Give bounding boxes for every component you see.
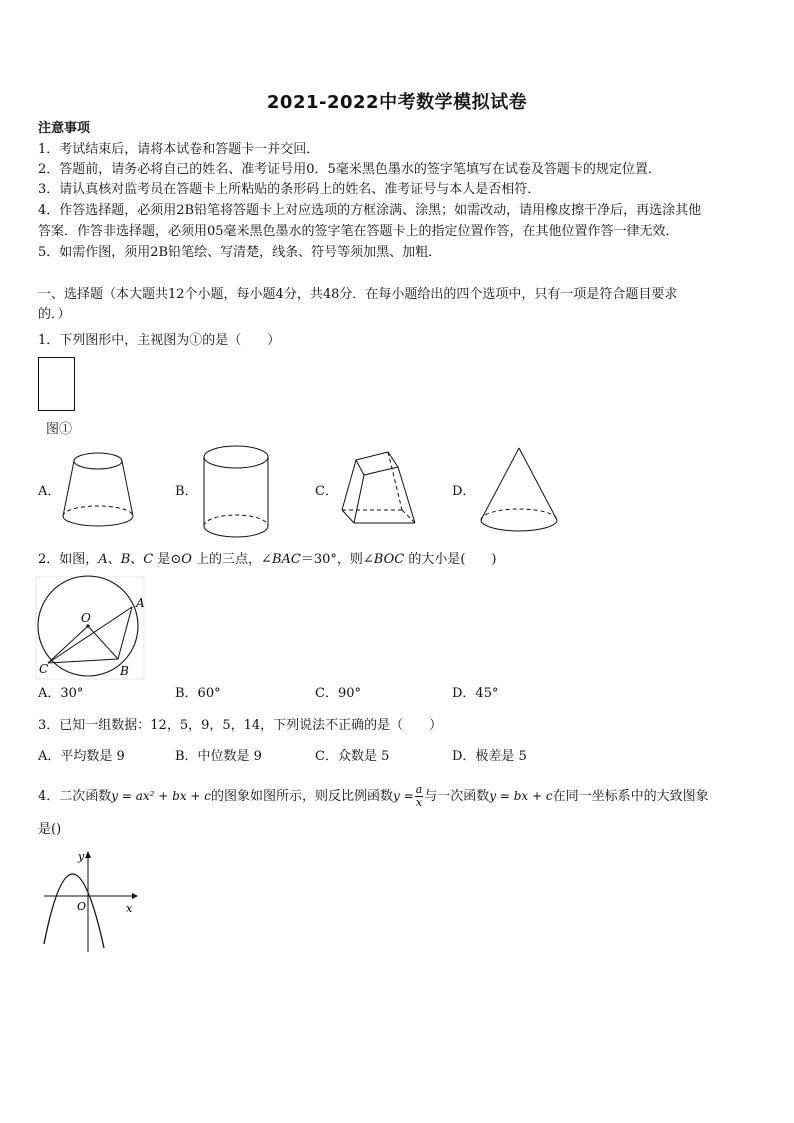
- q2-option-c: C．90°: [315, 686, 361, 701]
- q2-label-c: C: [39, 662, 49, 676]
- q4-text: 4．二次函数: [38, 789, 112, 804]
- q2-text: 、: [107, 552, 121, 567]
- page-title: 2021-2022中考数学模拟试卷: [266, 92, 528, 113]
- q2-text: 是⊙: [153, 552, 182, 567]
- q1-cone-figure: [478, 444, 562, 538]
- q2-text: 的大小是( ): [404, 552, 497, 567]
- q2-text: 上的三点，∠: [191, 552, 272, 567]
- q2-option-d: D．45°: [452, 686, 499, 701]
- q4-x-axis-label: x: [126, 902, 133, 915]
- q4-origin-label: O: [77, 900, 87, 913]
- q2-point-b: B: [120, 552, 131, 567]
- q4-text: 的图象如图所示，则反比例函数: [211, 789, 394, 804]
- q4-text: 在同一坐标系中的大致图象: [552, 789, 709, 804]
- q2-option-b: B．60°: [175, 686, 221, 701]
- q2-label-a: A: [136, 596, 145, 610]
- q1-prism-frustum-figure: [340, 450, 420, 530]
- q2-angle-bac: BAC: [271, 552, 301, 567]
- q2-text: ＝30°，则∠: [300, 552, 374, 567]
- q1-figure-label: 图①: [46, 422, 73, 437]
- q3-option-a: A．平均数是 9: [38, 749, 125, 764]
- q3-option-d: D．极差是 5: [452, 749, 527, 764]
- q1-option-b: B．: [175, 484, 198, 499]
- q2-text: 、: [130, 552, 144, 567]
- section-header-cont: 的．）: [38, 307, 71, 322]
- q1-cylinder-figure: [200, 444, 272, 544]
- notice-item: 3．请认真核对监考员在答题卡上所粘贴的条形码上的姓名、准考证号与本人是否相符．: [38, 182, 541, 197]
- q2-text: 2．如图，: [38, 552, 99, 567]
- notice-item: 5．如需作图，须用2B铅笔绘、写清楚，线条、符号等须加黑、加粗．: [38, 245, 442, 260]
- q2-label-o: O: [81, 611, 91, 625]
- q3-option-c: C．众数是 5: [315, 749, 390, 764]
- q1-option-a: A．: [38, 484, 61, 499]
- q4-formula-linear: y = bx + c: [489, 789, 553, 803]
- q3-option-b: B．中位数是 9: [175, 749, 262, 764]
- q2-option-a: A．30°: [38, 686, 84, 701]
- notice-heading: 注意事项: [38, 121, 91, 136]
- q4-y-axis-label: y: [78, 850, 85, 863]
- q2-label-b: B: [120, 664, 129, 678]
- q4-formula-quadratic: y = ax² + bx + c: [111, 789, 212, 803]
- q2-circle-o: O: [181, 552, 192, 567]
- q4-fraction-denominator: x: [415, 796, 423, 809]
- question-4-stem-cont: 是(): [38, 822, 62, 837]
- q4-text: 与一次函数: [424, 789, 490, 804]
- notice-item: 1．考试结束后，请将本试卷和答题卡一并交回．: [38, 142, 320, 157]
- question-3-stem: 3．已知一组数据：12，5，9，5，14，下列说法不正确的是（ ）: [38, 718, 443, 733]
- q4-parabola-graph: [40, 848, 140, 956]
- section-header: 一、选择题（本大题共12个小题，每小题4分，共48分．在每小题给出的四个选项中，只有一项是符合题目要求: [38, 287, 678, 302]
- q1-option-c: C．: [315, 484, 338, 499]
- notice-item: 4．作答选择题，必须用2B铅笔将答题卡上对应选项的方框涂满、涂黑；如需改动，请用橡皮擦干净后，再选涂其他: [38, 203, 702, 218]
- q2-point-a: A: [98, 552, 108, 567]
- q1-option-d: D．: [452, 484, 476, 499]
- q1-figure-rectangle: [38, 357, 78, 413]
- q2-angle-boc: BOC: [373, 552, 405, 567]
- q4-formula-inverse-y: y =: [393, 789, 414, 803]
- q4-fraction: [415, 784, 424, 809]
- q1-frustum-figure: [60, 448, 140, 538]
- question-2-stem: [38, 550, 496, 570]
- notice-item: 答案．作答非选择题，必须用05毫米黑色墨水的签字笔在答题卡上的指定位置作答，在其他位置作答一律无效．: [38, 224, 679, 239]
- question-1-stem: 1．下列图形中，主视图为①的是（ ）: [38, 333, 281, 348]
- question-4-stem: [38, 784, 709, 809]
- q4-fraction-numerator: a: [415, 783, 423, 796]
- q2-circle-figure: [36, 577, 152, 679]
- notice-item: 2．答题前，请务必将自己的姓名、准考证号用0．5毫米黑色墨水的签字笔填写在试卷及答题卡的规定位置．: [38, 162, 661, 177]
- q2-point-c: C: [143, 552, 154, 567]
